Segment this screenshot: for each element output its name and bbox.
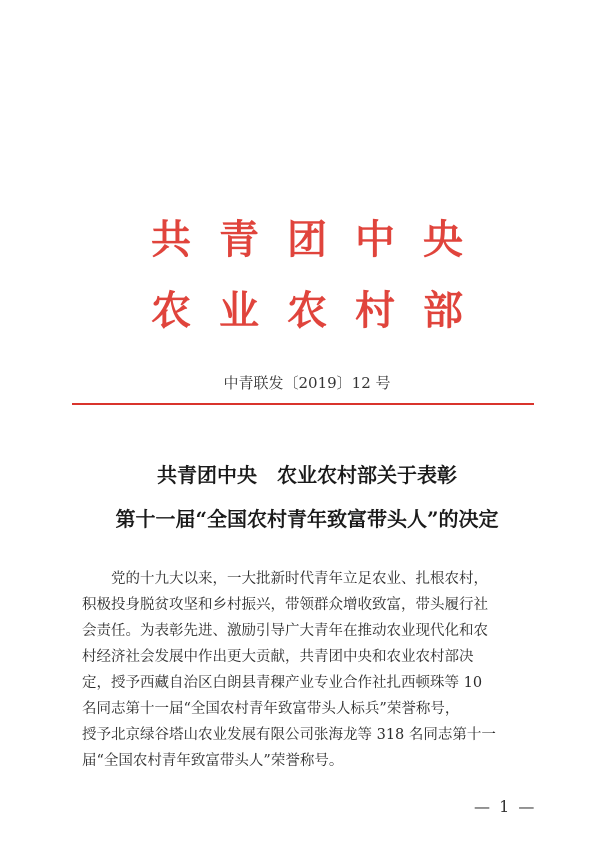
issuer-line-2: 农业农村部	[151, 288, 491, 334]
body-line: 党的十九大以来，一大批新时代青年立足农业、扎根农村，	[82, 571, 488, 587]
body-line: 届“全国农村青年致富带头人”荣誉称号。	[82, 753, 344, 769]
body-line: 会责任。为表彰先进、激励引导广大青年在推动农业现代化和农	[82, 623, 488, 639]
body-line: 授予北京绿谷塔山农业发展有限公司张海龙等 318 名同志第十一	[82, 727, 496, 743]
body-text	[82, 566, 540, 774]
body-line: 积极投身脱贫攻坚和乡村振兴，带领群众增收致富，带头履行社	[82, 597, 488, 613]
document-title-line-1: 共青团中央 农业农村部关于表彰	[157, 463, 457, 487]
document-number: 中青联发〔2019〕12 号	[223, 374, 391, 392]
body-line: 村经济社会发展中作出更大贡献，共青团中央和农业农村部决	[82, 649, 474, 665]
page-number: — 1 —	[474, 797, 537, 816]
body-line: 定，授予西藏自治区白朗县青稞产业专业合作社扎西顿珠等 10	[82, 675, 483, 691]
issuer-line-1: 共青团中央	[151, 217, 491, 263]
document-title-line-2: 第十一届“全国农村青年致富带头人”的决定	[115, 507, 499, 531]
red-separator-line	[72, 403, 534, 405]
body-line: 名同志第十一届“全国农村青年致富带头人标兵”荣誉称号，	[82, 701, 460, 717]
